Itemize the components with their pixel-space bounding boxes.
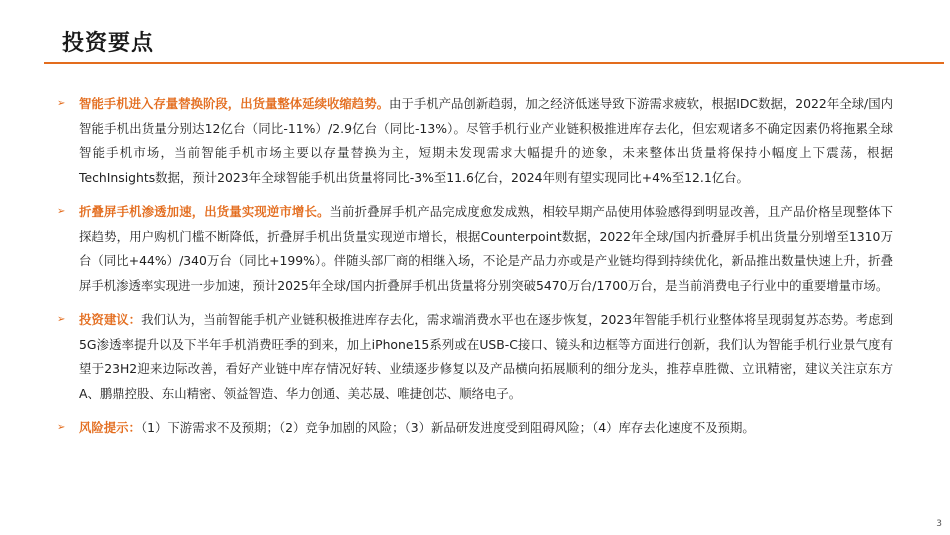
page-number: 3 bbox=[936, 519, 942, 529]
section-body: （1）下游需求不及预期；（2）竞争加剧的风险；（3）新品研发进度受到阻碍风险；（4）库存去化速度不及预期。 bbox=[140, 420, 755, 435]
section-lead: 风险提示： bbox=[79, 420, 141, 435]
arrow-bullet-icon: ➢ bbox=[57, 422, 66, 433]
section-foldable bbox=[55, 200, 893, 298]
arrow-bullet-icon: ➢ bbox=[57, 98, 66, 109]
section-body: 由于手机产品创新趋弱，加之经济低迷导致下游需求疲软，根据IDC数据，2022年全球/国内智能手机出货量分别达12亿台（同比-11%）/2.9亿台（同比-13%）。尽管手机行业产业链积极推进库存去化，但宏观诸多不确定因素仍将拖累全球智能手机市场，当前智能手机市场主要以存量替换为主，短期未发现需求大幅提升的迹象，未来整体出货量将保持小幅度上下震荡，根据TechInsights数据，预计2023年全球智能手机出货量将同比-3%至11.6亿台，2024年则有望实现同比+4%至12.1亿台。 bbox=[79, 96, 894, 185]
content-body bbox=[55, 92, 893, 451]
section-lead: 智能手机进入存量替换阶段，出货量整体延续收缩趋势。 bbox=[79, 96, 390, 111]
section-smartphone-stock bbox=[55, 92, 893, 190]
section-risk-warning bbox=[55, 416, 893, 441]
section-investment-advice bbox=[55, 308, 893, 406]
title-divider bbox=[44, 62, 944, 64]
section-body: 我们认为，当前智能手机产业链积极推进库存去化，需求端消费水平也在逐步恢复，2023年智能手机行业整体将呈现弱复苏态势。考虑到5G渗透率提升以及下半年手机消费旺季的到来，加上iPhone15系列或在USB-C接口、镜头和边框等方面进行创新，我们认为智能手机行业景气度有望于23H2迎来边际改善，看好产业链中库存情况好转、业绩逐步修复以及产品横向拓展顺利的细分龙头，推荐卓胜微、立讯精密，建议关注京东方A、鹏鼎控股、东山精密、领益智造、华力创通、美芯晟、唯捷创芯、顺络电子。 bbox=[79, 312, 893, 401]
section-body: 当前折叠屏手机产品完成度愈发成熟，相较早期产品使用体验感得到明显改善，且产品价格呈现整体下探趋势，用户购机门槛不断降低，折叠屏手机出货量实现逆市增长，根据Counterpoint数据，2022年全球/国内折叠屏手机出货量分别增至1310万台（同比+44%）/340万台（同比+199%）。伴随头部厂商的相继入场，不论是产品力亦或是产业链均得到持续优化，新品推出数量快速上升，折叠屏手机渗透率实现进一步加速，预计2025年全球/国内折叠屏手机出货量将分别突破5470万台/1700万台，是当前消费电子行业中的重要增量市场。 bbox=[79, 204, 894, 293]
arrow-bullet-icon: ➢ bbox=[57, 206, 66, 217]
arrow-bullet-icon: ➢ bbox=[57, 314, 66, 325]
section-lead: 折叠屏手机渗透加速，出货量实现逆市增长。 bbox=[79, 204, 330, 219]
page-title: 投资要点 bbox=[62, 31, 155, 56]
section-lead: 投资建议： bbox=[79, 312, 142, 327]
